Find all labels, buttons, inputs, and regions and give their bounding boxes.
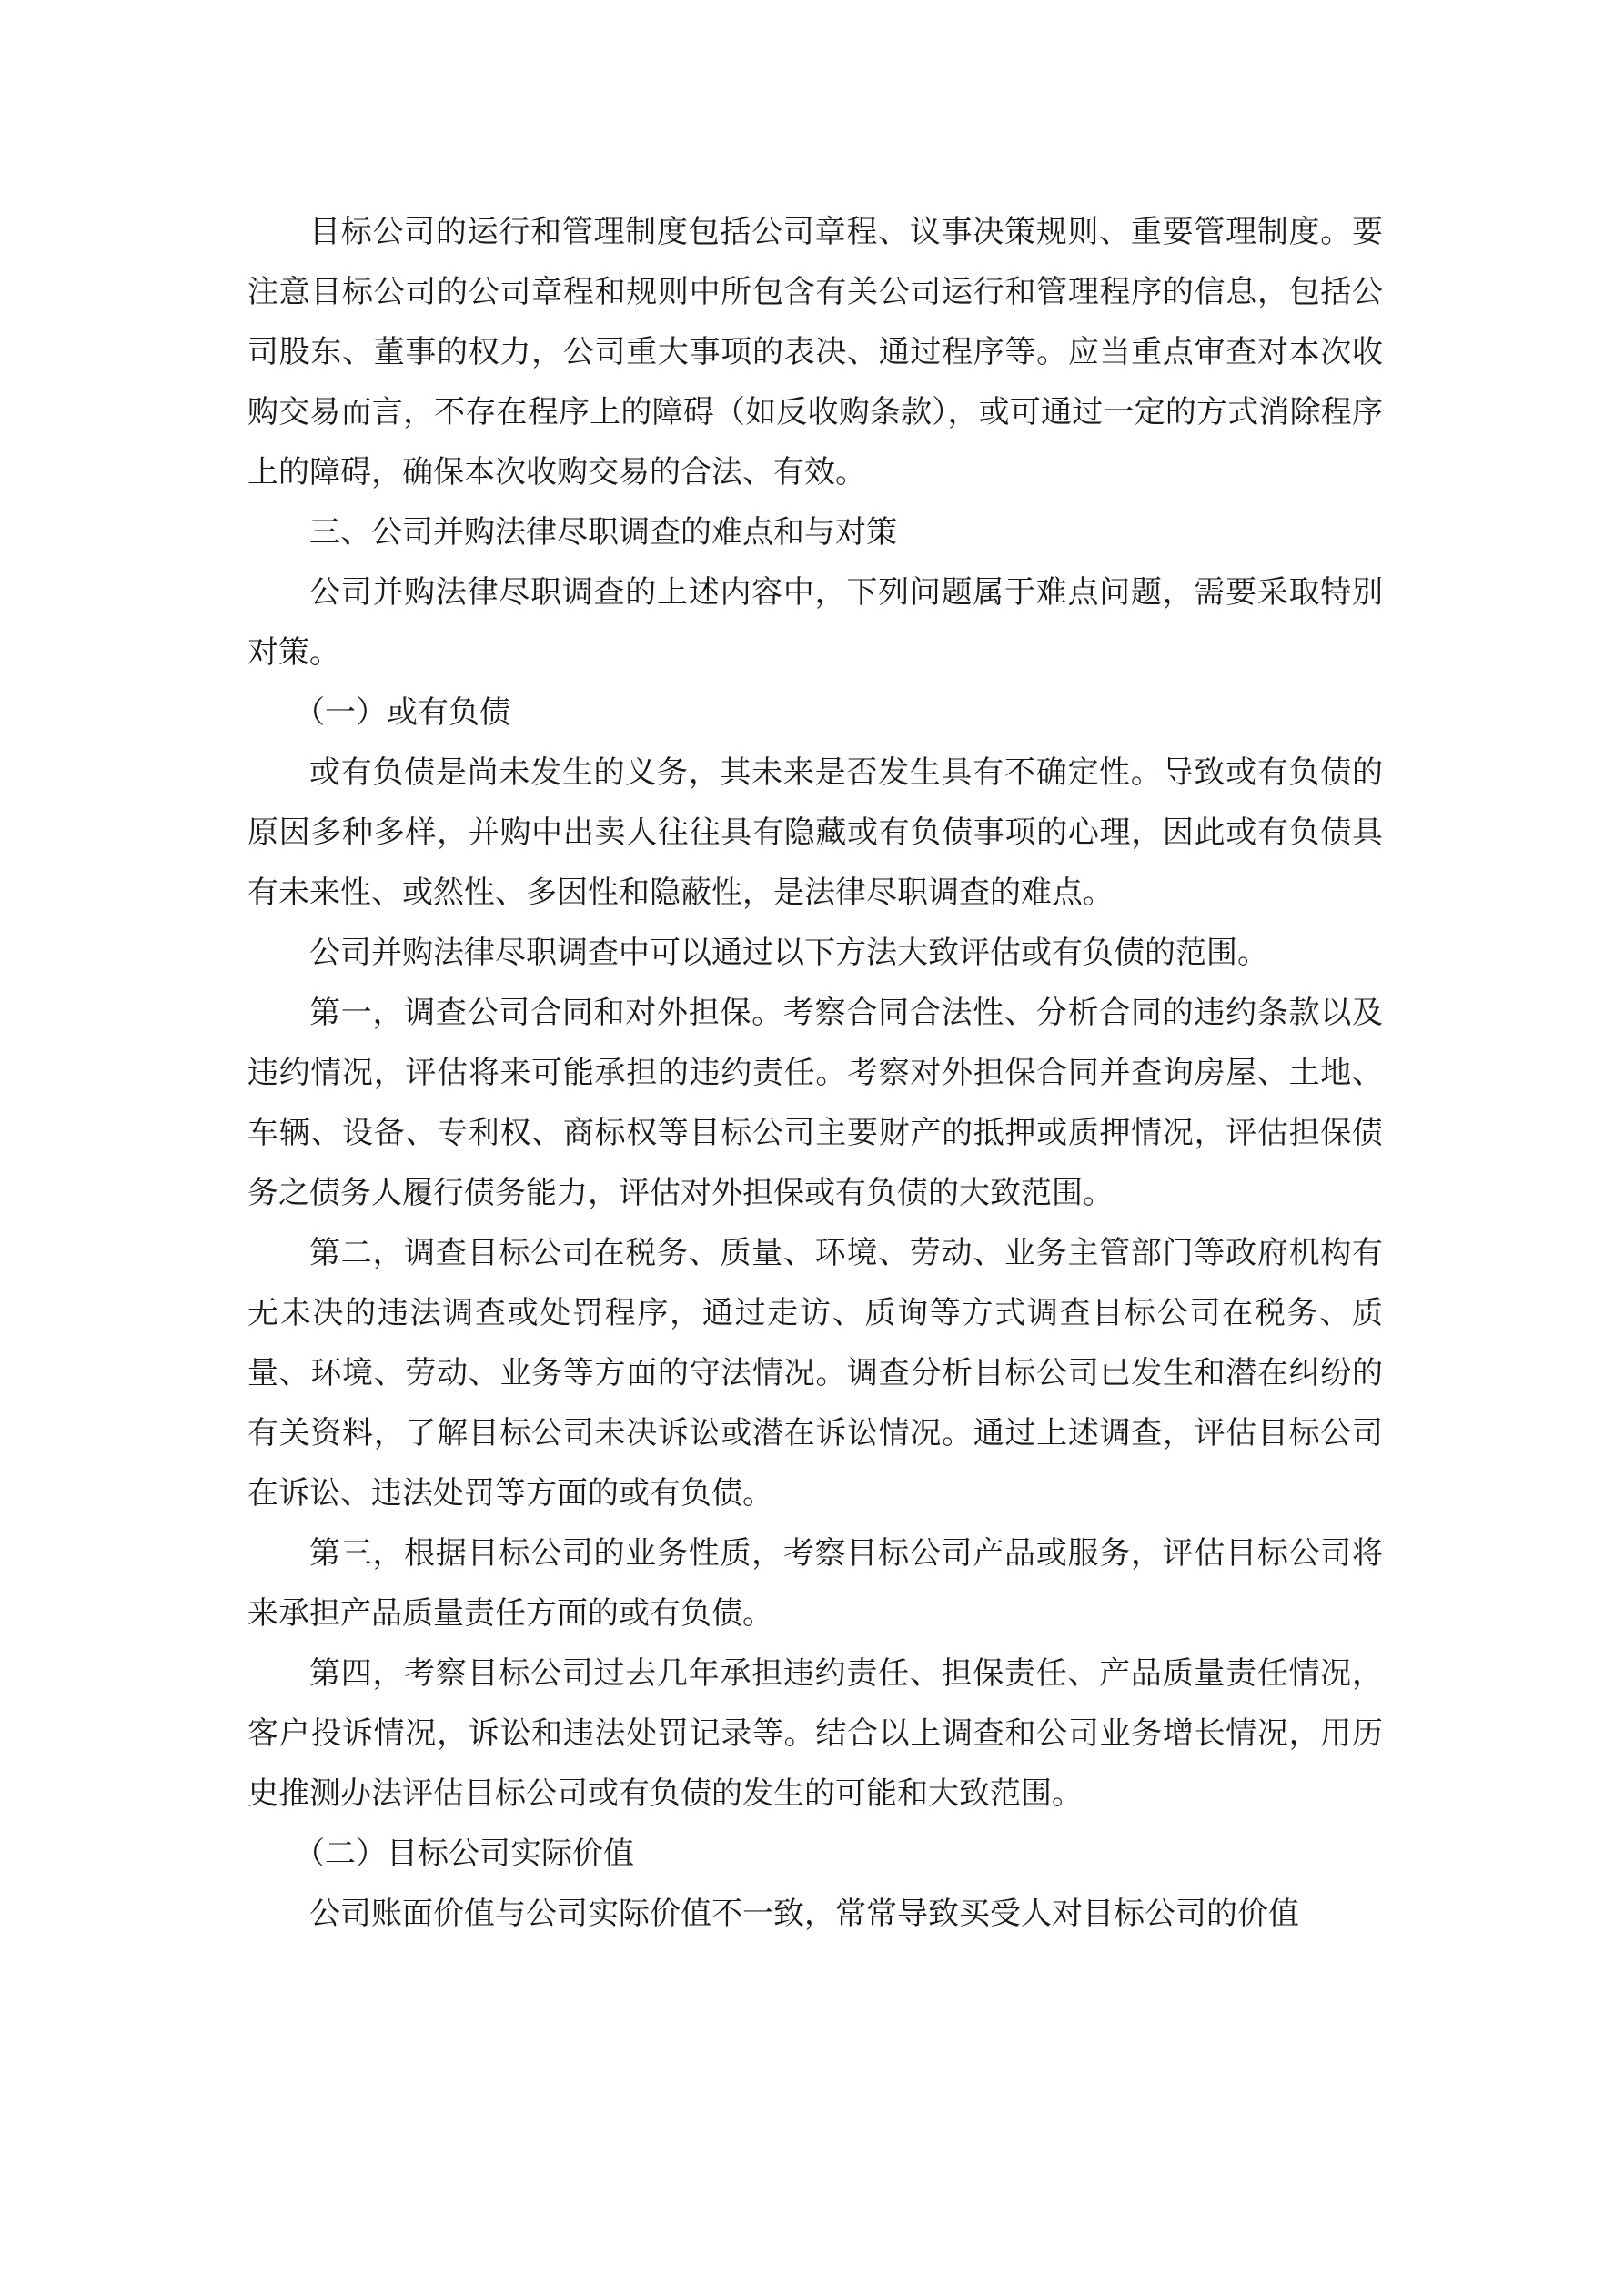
paragraph-book-value: 公司账面价值与公司实际价值不一致，常常导致买受人对目标公司的价值 bbox=[309, 1896, 1299, 1932]
paragraph-method-2: 第二，调查目标公司在税务、质量、环境、劳动、业务主管部门等政府机构有无未决的违法调查或处罚程序，通过走访、质询等方式调查目标公司在税务、质量、环境、劳动、业务等方面的守法情况。调查分析目标公司已发生和潜在纠纷的有关资料，了解目标公司未决诉讼或潜在诉讼情况。通过上述调查，评估目标公司在诉讼、违法处罚等方面的或有负债。 bbox=[247, 1235, 1383, 1512]
paragraph-contingent-definition: 或有负债是尚未发生的义务，其未来是否发生具有不确定性。导致或有负债的原因多种多样，并购中出卖人往往具有隐藏或有负债事项的心理，因此或有负债具有未来性、或然性、多因性和隐蔽性，是法律尽职调查的难点。 bbox=[247, 754, 1383, 911]
paragraph-operation-rules: 目标公司的运行和管理制度包括公司章程、议事决策规则、重要管理制度。要注意目标公司的公司章程和规则中所包含有关公司运行和管理程序的信息，包括公司股东、董事的权力，公司重大事项的表决、通过程序等。应当重点审查对本次收购交易而言，不存在程序上的障碍（如反收购条款），或可通过一定的方式消除程序上的障碍，确保本次收购交易的合法、有效。 bbox=[247, 214, 1383, 491]
subheading-actual-value: （二）目标公司实际价值 bbox=[294, 1836, 634, 1872]
paragraph-assessment-methods: 公司并购法律尽职调查中可以通过以下方法大致评估或有负债的范围。 bbox=[309, 935, 1268, 971]
paragraph-method-3: 第三，根据目标公司的业务性质，考察目标公司产品或服务，评估目标公司将来承担产品质量责任方面的或有负债。 bbox=[247, 1535, 1383, 1632]
subheading-contingent-liabilities: （一）或有负债 bbox=[294, 694, 510, 731]
document-body bbox=[247, 202, 1383, 1944]
section-heading-3: 三、公司并购法律尽职调查的难点和与对策 bbox=[309, 514, 897, 551]
paragraph-method-1: 第一，调查公司合同和对外担保。考察合同合法性、分析合同的违约条款以及违约情况，评估将来可能承担的违约责任。考察对外担保合同并查询房屋、土地、车辆、设备、专利权、商标权等目标公司主要财产的抵押或质押情况，评估担保债务之债务人履行债务能力，评估对外担保或有负债的大致范围。 bbox=[247, 995, 1383, 1211]
paragraph-method-4: 第四，考察目标公司过去几年承担违约责任、担保责任、产品质量责任情况，客户投诉情况，诉讼和违法处罚记录等。结合以上调查和公司业务增长情况，用历史推测办法评估目标公司或有负债的发生的可能和大致范围。 bbox=[247, 1655, 1383, 1812]
paragraph-difficulties-intro: 公司并购法律尽职调查的上述内容中，下列问题属于难点问题，需要采取特别对策。 bbox=[247, 574, 1383, 671]
